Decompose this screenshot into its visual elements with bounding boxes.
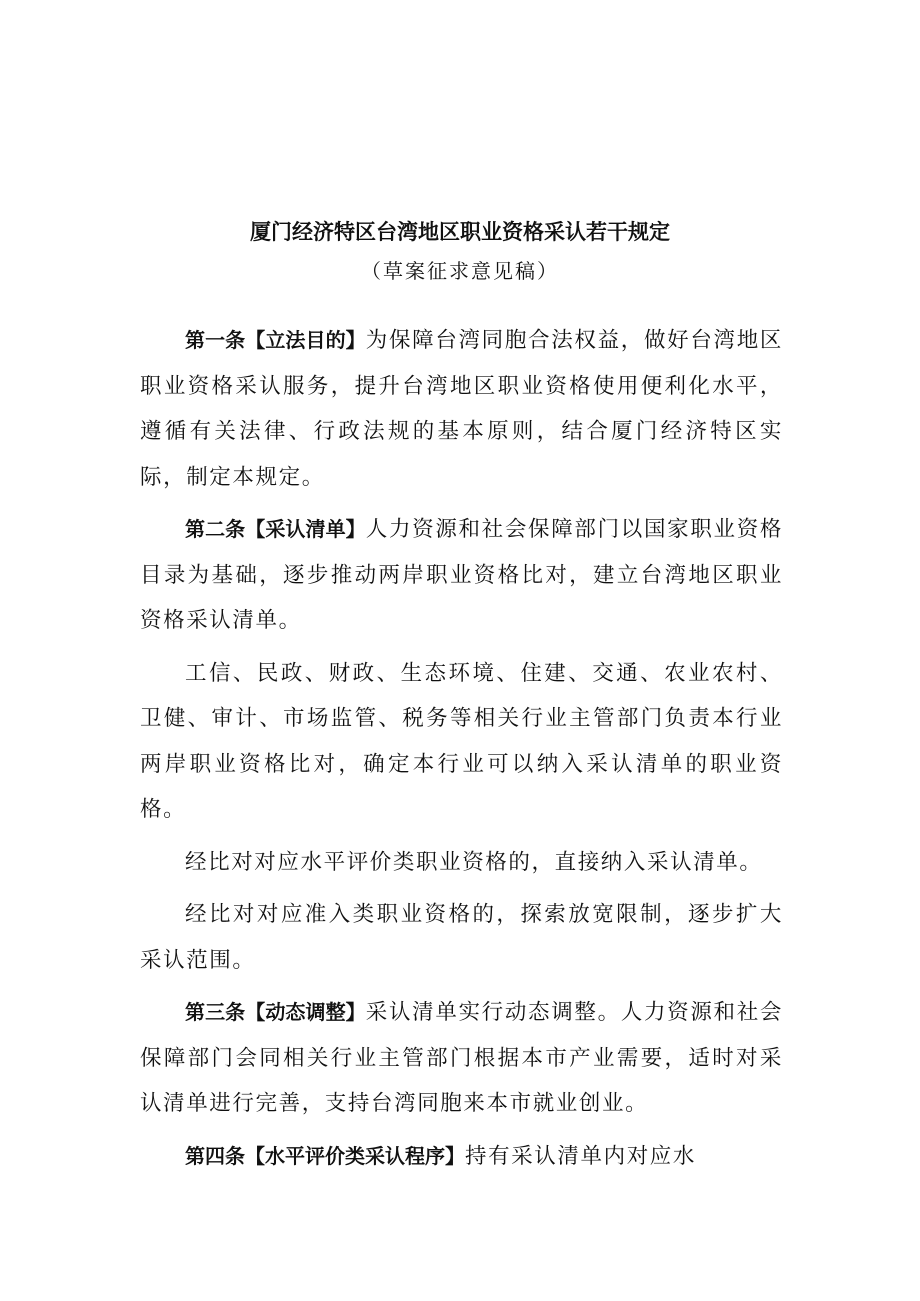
article-2-paragraph-2: 经比对对应水平评价类职业资格的，直接纳入采认清单。 <box>185 849 763 875</box>
article-2-heading: 第二条【采认清单】 <box>185 517 366 541</box>
article-1-heading: 第一条【立法目的】 <box>185 328 366 352</box>
article-2 <box>140 507 783 644</box>
article-4-heading: 第四条【水平评价类采认程序】 <box>185 1143 465 1168</box>
article-2-paragraph-3: 经比对对应准入类职业资格的，探索放宽限制，逐步扩大采认范围。 <box>140 902 783 973</box>
article-2-paragraph-1: 工信、民政、财政、生态环境、住建、交通、农业农村、卫健、审计、市场监管、税务等相关行业主管部门负责本行业两岸职业资格比对，确定本行业可以纳入采认清单的职业资格。 <box>140 660 783 822</box>
document-body <box>140 318 783 1186</box>
article-2-text: 人力资源和社会保障部门以国家职业资格目录为基础，逐步推动两岸职业资格比对，建立台湾地区职业资格采认清单。 <box>140 517 783 633</box>
article-3-heading: 第三条【动态调整】 <box>185 1000 366 1024</box>
document-title: 厦门经济特区台湾地区职业资格采认若干规定 <box>250 220 670 244</box>
document-subtitle: （草案征求意见稿） <box>361 259 559 283</box>
article-3 <box>140 990 783 1127</box>
article-4 <box>140 1134 783 1180</box>
article-3-text: 采认清单实行动态调整。人力资源和社会保障部门会同相关行业主管部门根据本市产业需要，适时对采认清单进行完善，支持台湾同胞来本市就业创业。 <box>140 1000 783 1116</box>
article-1-text: 为保障台湾同胞合法权益，做好台湾地区职业资格采认服务，提升台湾地区职业资格使用便利化水平，遵循有关法律、行政法规的基本原则，结合厦门经济特区实际，制定本规定。 <box>140 328 783 490</box>
article-1 <box>140 318 783 500</box>
article-4-text: 持有采认清单内对应水 <box>465 1143 697 1169</box>
